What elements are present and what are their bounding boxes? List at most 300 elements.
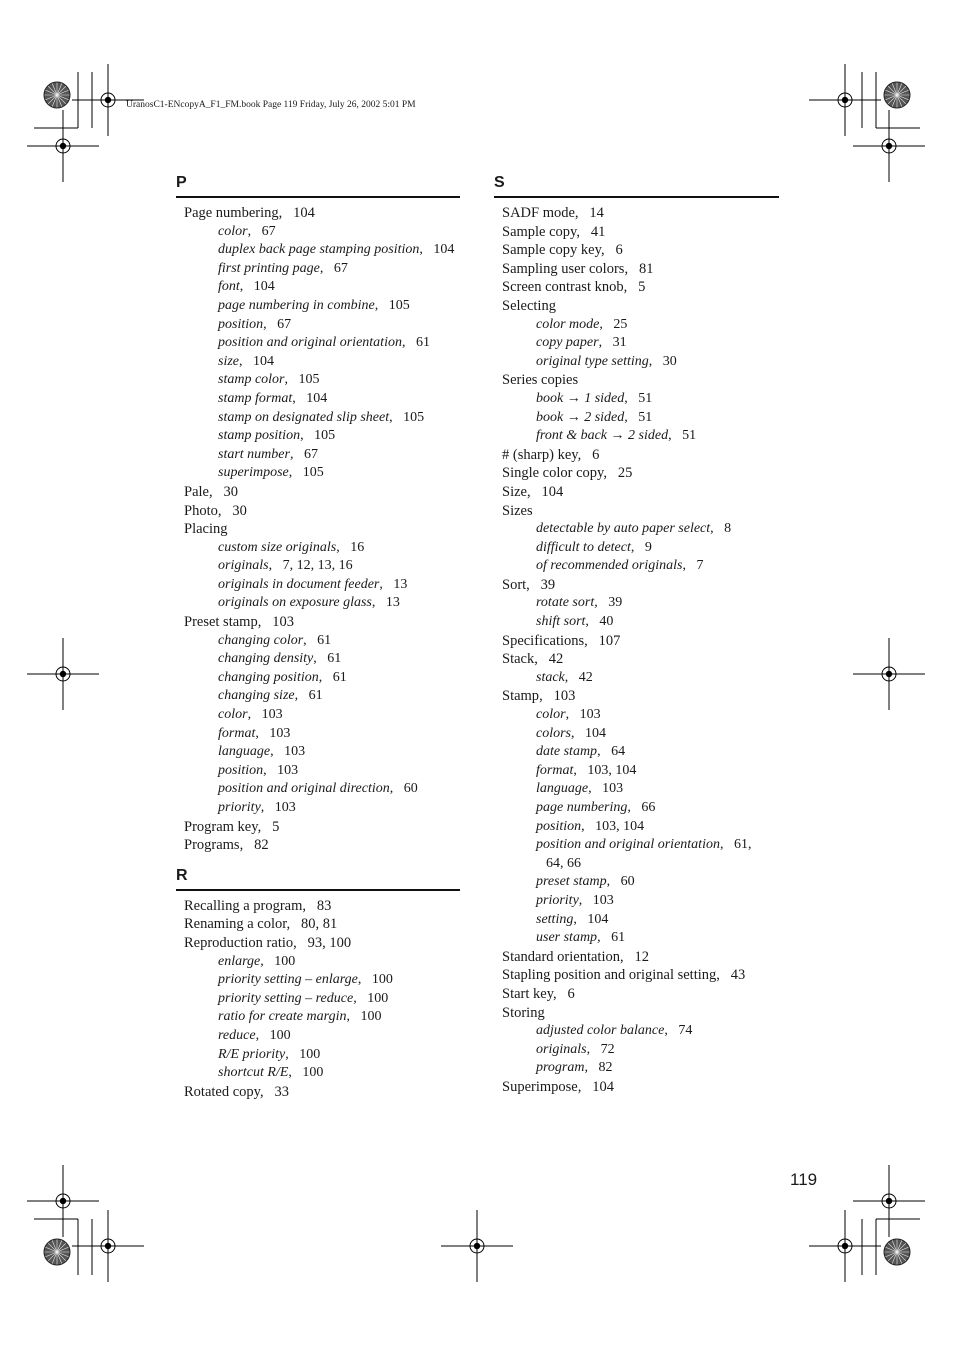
index-subentry xyxy=(494,725,779,744)
entry-page-refs: 104 xyxy=(587,911,609,927)
entry-term: front & back → 2 sided xyxy=(536,428,669,444)
entry-page-refs: 72 xyxy=(600,1041,615,1057)
entry-separator: , xyxy=(389,781,404,797)
entry-term: changing size xyxy=(218,688,295,704)
entry-page-refs: 104 xyxy=(253,279,275,295)
entry-page-refs: 104 xyxy=(592,1078,614,1095)
index-subentry xyxy=(494,390,779,409)
index-column-left xyxy=(176,172,460,1101)
entry-term: Sizes xyxy=(502,502,533,519)
entry-page-refs: 13 xyxy=(385,595,400,611)
index-entry xyxy=(494,650,779,669)
entry-separator: , xyxy=(401,335,416,351)
entry-page-refs: 103, 104 xyxy=(587,762,637,778)
entry-separator: , xyxy=(278,205,294,221)
entry-page-refs: 103 xyxy=(272,614,294,631)
entry-term: colors xyxy=(536,725,571,741)
index-entry xyxy=(176,836,460,855)
entry-separator: , xyxy=(371,595,386,611)
index-entry xyxy=(494,278,779,297)
index-entry xyxy=(176,818,460,837)
entry-term: SADF mode xyxy=(502,205,575,221)
index-subentry xyxy=(176,594,460,613)
entry-page-refs: 103 xyxy=(284,744,306,760)
entry-separator: , xyxy=(336,539,351,555)
entry-page-refs: 60 xyxy=(620,874,635,890)
entry-term: stack xyxy=(536,669,565,685)
index-subentry xyxy=(494,799,779,818)
index-subentry xyxy=(494,706,779,725)
entry-term: custom size originals xyxy=(218,539,337,555)
index-entry xyxy=(494,1078,779,1097)
entry-page-refs: 30 xyxy=(232,502,247,519)
entry-term: size xyxy=(218,353,239,369)
index-subentry xyxy=(176,953,460,972)
index-entry xyxy=(494,576,779,595)
entry-page-refs: 81 xyxy=(638,260,654,277)
entry-term: Screen contrast knob xyxy=(502,279,624,296)
entry-page-refs: 107 xyxy=(598,632,621,649)
entry-separator: , xyxy=(606,874,621,890)
index-subentry xyxy=(494,1022,779,1041)
entry-page-refs: 103 xyxy=(269,725,291,741)
entry-separator: , xyxy=(600,242,616,259)
entry-separator: , xyxy=(284,372,299,388)
entry-separator: , xyxy=(255,725,270,741)
entry-term: book → 2 sided xyxy=(536,409,625,425)
index-subentry xyxy=(176,1064,460,1083)
entry-term: user stamp xyxy=(536,930,598,946)
entry-term: Sort xyxy=(502,576,527,593)
entry-page-refs: 103 xyxy=(274,800,296,815)
index-subentry xyxy=(176,223,460,242)
entry-separator: , xyxy=(668,428,683,444)
index-subentry xyxy=(494,873,779,892)
entry-page-refs: 9 xyxy=(644,539,652,555)
entry-separator: , xyxy=(318,669,333,685)
entry-term: Stapling position and original setting xyxy=(502,967,717,984)
index-entry xyxy=(176,915,460,934)
entry-term: date stamp xyxy=(536,744,598,760)
entry-page-refs: 60 xyxy=(403,781,418,797)
entry-page-refs: 105 xyxy=(298,372,320,388)
entry-term: superimpose xyxy=(218,465,289,481)
entry-page-refs: 67 xyxy=(333,260,348,276)
index-subentry xyxy=(176,278,460,297)
index-subentry xyxy=(176,427,460,446)
entry-term: Standard orientation xyxy=(502,948,620,965)
entry-term: position and original orientation xyxy=(218,335,402,351)
index-entry xyxy=(494,687,779,706)
entry-term: priority xyxy=(536,892,579,908)
entry-separator: , xyxy=(624,390,639,406)
index-entry xyxy=(494,241,779,260)
entry-separator: , xyxy=(710,521,725,537)
entry-page-refs: 103 xyxy=(602,781,624,797)
index-subentry xyxy=(494,1041,779,1060)
entry-term: start number xyxy=(218,446,290,462)
index-subentry xyxy=(176,241,460,260)
entry-separator: , xyxy=(255,1027,270,1043)
entry-separator: , xyxy=(288,465,303,481)
entry-term: Programs xyxy=(184,837,240,854)
index-subentry xyxy=(176,725,460,744)
index-subentry xyxy=(176,557,460,576)
entry-separator: , xyxy=(217,502,233,519)
entry-separator: , xyxy=(564,669,579,685)
entry-term: priority xyxy=(218,800,261,815)
entry-separator: , xyxy=(534,651,549,668)
entry-term: font xyxy=(218,279,240,295)
entry-page-refs: 74 xyxy=(678,1023,693,1039)
entry-page-refs: 12 xyxy=(634,948,649,965)
entry-term: position and original direction xyxy=(218,781,390,797)
entry-page-refs: 39 xyxy=(540,576,556,593)
entry-page-refs: 39 xyxy=(608,595,623,611)
entry-term: ratio for create margin xyxy=(218,1009,347,1025)
index-entry xyxy=(176,934,460,953)
entry-term: page numbering xyxy=(536,800,628,815)
entry-term: reduce xyxy=(218,1027,256,1043)
index-subentry xyxy=(176,799,460,818)
entry-page-refs: 104 xyxy=(433,242,455,258)
entry-page-refs-continued: 64, 66 xyxy=(546,855,581,871)
entry-page-refs: 103 xyxy=(261,707,283,723)
entry-term: program xyxy=(536,1060,585,1076)
entry-page-refs: 66 xyxy=(641,800,656,815)
entry-separator: , xyxy=(597,744,612,760)
index-subentry xyxy=(176,762,460,781)
entry-separator: , xyxy=(716,967,731,984)
entry-term: adjusted color balance xyxy=(536,1023,665,1039)
entry-separator: , xyxy=(584,1060,599,1076)
entry-term: original type setting xyxy=(536,353,649,369)
entry-term: preset stamp xyxy=(536,874,607,890)
index-subentry xyxy=(494,594,779,613)
index-subentry xyxy=(176,316,460,335)
index-section-p xyxy=(176,172,460,855)
entry-page-refs: 25 xyxy=(613,316,628,332)
entry-page-refs: 105 xyxy=(302,465,324,481)
index-subentry xyxy=(176,464,460,483)
entry-separator: , xyxy=(289,446,304,462)
entry-separator: , xyxy=(526,576,541,593)
index-subentry xyxy=(176,297,460,316)
entry-term: shift sort xyxy=(536,614,586,630)
entry-page-refs: 100 xyxy=(360,1009,382,1025)
index-subentry xyxy=(494,911,779,930)
entry-separator: , xyxy=(574,205,590,221)
entry-page-refs: 6 xyxy=(615,242,623,259)
entry-page-refs: 103 xyxy=(592,892,614,908)
index-subentry xyxy=(494,818,779,837)
entry-page-refs: 104 xyxy=(585,725,606,741)
entry-separator: , xyxy=(286,916,301,933)
entry-term: book → 1 sided xyxy=(536,390,625,406)
entry-page-refs: 100 xyxy=(302,1065,324,1081)
entry-term: setting xyxy=(536,911,574,927)
entry-separator: , xyxy=(292,390,307,406)
entry-term: color mode xyxy=(536,316,600,332)
index-subentry xyxy=(176,576,460,595)
index-subentry xyxy=(176,1027,460,1046)
entry-page-refs: 51 xyxy=(682,428,697,444)
entry-separator: , xyxy=(539,688,554,705)
index-column-right xyxy=(494,172,779,1097)
index-entry xyxy=(176,1083,460,1102)
entry-page-refs: 8 xyxy=(724,521,732,537)
entry-page-refs: 42 xyxy=(578,669,593,685)
index-subentry xyxy=(176,371,460,390)
entry-separator: , xyxy=(603,465,618,482)
index-entry xyxy=(494,483,779,502)
entry-separator: , xyxy=(594,595,609,611)
entry-page-refs: 5 xyxy=(272,818,280,835)
entry-term: rotate sort xyxy=(536,595,595,611)
entry-separator: , xyxy=(389,409,404,425)
entry-separator: , xyxy=(257,818,273,835)
index-entry xyxy=(176,204,460,223)
index-subentry xyxy=(494,427,779,446)
index-subentry xyxy=(176,260,460,279)
index-subentry xyxy=(494,520,779,539)
entry-term: Program key xyxy=(184,818,258,835)
entry-term: first printing page xyxy=(218,260,320,276)
entry-separator: , xyxy=(247,223,262,239)
entry-separator: , xyxy=(239,279,254,295)
entry-term: changing density xyxy=(218,651,314,667)
index-subentry xyxy=(494,743,779,762)
entry-term: Rotated copy xyxy=(184,1083,260,1100)
index-subentry xyxy=(176,687,460,706)
entry-separator: , xyxy=(627,800,642,815)
entry-separator: , xyxy=(624,409,639,425)
entry-page-refs: 104 xyxy=(293,205,315,221)
entry-separator: , xyxy=(247,707,262,723)
entry-separator: , xyxy=(573,762,588,778)
entry-separator: , xyxy=(719,837,734,853)
entry-page-refs: 100 xyxy=(299,1046,321,1062)
index-subentry xyxy=(176,971,460,990)
entry-term: Pale xyxy=(184,483,209,500)
index-subentry xyxy=(494,353,779,372)
index-subentry xyxy=(494,316,779,335)
index-subentry xyxy=(494,762,779,781)
entry-page-refs: 67 xyxy=(277,316,292,332)
entry-separator: , xyxy=(585,614,600,630)
entry-term: language xyxy=(536,781,589,797)
index-subentry xyxy=(176,334,460,353)
entry-separator: , xyxy=(619,948,635,965)
entry-separator: , xyxy=(303,632,318,648)
entry-page-refs: 103 xyxy=(579,707,601,723)
entry-separator: , xyxy=(577,446,593,463)
entry-term: Page numbering xyxy=(184,205,279,221)
entry-term: format xyxy=(536,762,574,778)
running-header: UranosC1-ENcopyA_F1_FM.book Page 119 Friday, July 26, 2002 5:01 PM xyxy=(126,100,416,110)
entry-separator: , xyxy=(239,353,253,369)
index-entry xyxy=(494,966,779,985)
entry-page-refs: 14 xyxy=(589,205,604,221)
entry-separator: , xyxy=(288,1065,303,1081)
entry-separator: , xyxy=(623,279,639,296)
entry-term: Size xyxy=(502,483,527,500)
entry-term: priority setting – enlarge xyxy=(218,972,358,988)
index-subentry xyxy=(176,353,460,372)
entry-term: copy paper xyxy=(536,335,599,351)
entry-page-refs: 51 xyxy=(638,390,653,406)
index-entry xyxy=(494,502,779,521)
index-entry xyxy=(494,371,779,390)
entry-term: Single color copy xyxy=(502,465,604,482)
index-entry xyxy=(176,897,460,916)
entry-separator: , xyxy=(577,1078,593,1095)
section-letter: S xyxy=(494,172,779,198)
entry-page-refs: 61 xyxy=(332,669,347,685)
entry-term: changing position xyxy=(218,669,319,685)
entry-separator: , xyxy=(526,483,542,500)
entry-separator: , xyxy=(586,1041,601,1057)
entry-page-refs: 61 xyxy=(415,335,430,351)
entry-term: originals xyxy=(536,1041,587,1057)
entry-term: originals xyxy=(218,558,269,574)
entry-term: position xyxy=(218,762,264,778)
entry-term: Sample copy xyxy=(502,223,577,240)
entry-separator: , xyxy=(598,335,613,351)
entry-term: stamp format xyxy=(218,390,293,406)
entry-term: originals on exposure glass xyxy=(218,595,372,611)
entry-term: Renaming a color xyxy=(184,916,287,933)
index-subentry xyxy=(176,780,460,799)
entry-term: color xyxy=(218,223,248,239)
entry-separator: , xyxy=(353,990,368,1006)
entry-page-refs: 104 xyxy=(306,390,328,406)
index-subentry xyxy=(494,1059,779,1078)
entry-separator: , xyxy=(419,242,434,258)
entry-separator: , xyxy=(263,316,278,332)
entry-page-refs: 61, xyxy=(733,837,752,853)
entry-page-refs: 64 xyxy=(611,744,626,760)
index-subentry xyxy=(176,990,460,1009)
index-entry xyxy=(494,446,779,465)
index-subentry xyxy=(494,780,779,799)
entry-page-refs: 6 xyxy=(567,985,575,1002)
entry-term: position and original orientation xyxy=(536,837,720,853)
page-number: 119 xyxy=(790,1170,818,1189)
entry-page-refs: 40 xyxy=(599,614,614,630)
entry-separator: , xyxy=(664,1023,679,1039)
index-entry xyxy=(176,502,460,521)
entry-term: color xyxy=(536,707,566,723)
entry-page-refs: 80, 81 xyxy=(301,916,338,933)
entry-term: stamp color xyxy=(218,372,285,388)
entry-term: language xyxy=(218,744,271,760)
entry-term: Preset stamp xyxy=(184,614,258,631)
entry-separator: , xyxy=(257,614,273,631)
entry-term: of recommended originals xyxy=(536,558,683,574)
entry-term: Series copies xyxy=(502,372,579,389)
index-subentry xyxy=(494,409,779,428)
index-subentry xyxy=(176,706,460,725)
entry-separator: , xyxy=(374,297,389,313)
entry-page-refs: 51 xyxy=(638,409,653,425)
entry-separator: , xyxy=(578,892,593,908)
entry-separator: , xyxy=(648,353,663,369)
entry-separator: , xyxy=(319,260,334,276)
entry-page-refs: 61 xyxy=(611,930,626,946)
index-section-r xyxy=(176,865,460,1102)
section-letter: P xyxy=(176,172,460,198)
entry-page-refs: 100 xyxy=(367,990,389,1006)
entry-page-refs: 100 xyxy=(274,953,296,969)
entry-term: Placing xyxy=(184,521,228,538)
entry-separator: , xyxy=(313,651,328,667)
entry-term: Stamp xyxy=(502,688,540,705)
index-subentry xyxy=(494,836,779,873)
entry-page-refs: 7, 12, 13, 16 xyxy=(282,558,353,574)
entry-term: Sampling user colors xyxy=(502,260,625,277)
entry-page-refs: 30 xyxy=(223,483,238,500)
entry-separator: , xyxy=(239,837,255,854)
entry-page-refs: 105 xyxy=(403,409,425,425)
entry-page-refs: 16 xyxy=(350,539,365,555)
entry-page-refs: 5 xyxy=(638,279,646,296)
entry-separator: , xyxy=(300,428,315,444)
entry-separator: , xyxy=(263,762,278,778)
entry-page-refs: 100 xyxy=(371,972,393,988)
entry-separator: , xyxy=(624,260,639,277)
entry-term: shortcut R/E xyxy=(218,1065,289,1081)
entry-separator: , xyxy=(379,576,394,592)
entry-term: enlarge xyxy=(218,953,261,969)
index-entry xyxy=(494,464,779,483)
entry-page-refs: 103 xyxy=(277,762,299,778)
entry-page-refs: 104 xyxy=(541,483,564,500)
entry-separator: , xyxy=(293,934,308,951)
index-subentry xyxy=(494,669,779,688)
section-letter: R xyxy=(176,865,460,891)
entry-term: # (sharp) key xyxy=(502,446,578,463)
entry-page-refs: 41 xyxy=(590,223,606,240)
entry-term: Selecting xyxy=(502,297,556,314)
entry-term: color xyxy=(218,707,248,723)
entry-page-refs: 105 xyxy=(314,428,336,444)
entry-term: stamp position xyxy=(218,428,301,444)
entry-page-refs: 43 xyxy=(730,967,746,984)
entry-term: originals in document feeder xyxy=(218,576,380,592)
index-entry xyxy=(494,948,779,967)
entry-separator: , xyxy=(576,223,591,240)
entry-separator: , xyxy=(630,539,645,555)
entry-separator: , xyxy=(565,707,580,723)
entry-separator: , xyxy=(588,781,603,797)
entry-page-refs: 82 xyxy=(254,837,269,854)
entry-term: Sample copy key xyxy=(502,242,601,259)
index-entry xyxy=(494,1004,779,1023)
entry-page-refs: 31 xyxy=(612,335,627,351)
entry-term: Photo xyxy=(184,502,218,519)
entry-page-refs: 13 xyxy=(393,576,408,592)
entry-page-refs: 25 xyxy=(617,465,633,482)
entry-separator: , xyxy=(573,911,588,927)
entry-term: Start key xyxy=(502,985,554,1002)
entry-term: stamp on designated slip sheet xyxy=(218,409,390,425)
entry-term: position xyxy=(218,316,264,332)
entry-page-refs: 105 xyxy=(388,297,410,313)
entry-term: detectable by auto paper select xyxy=(536,521,711,537)
entry-term: format xyxy=(218,725,256,741)
entry-page-refs: 6 xyxy=(592,446,600,463)
